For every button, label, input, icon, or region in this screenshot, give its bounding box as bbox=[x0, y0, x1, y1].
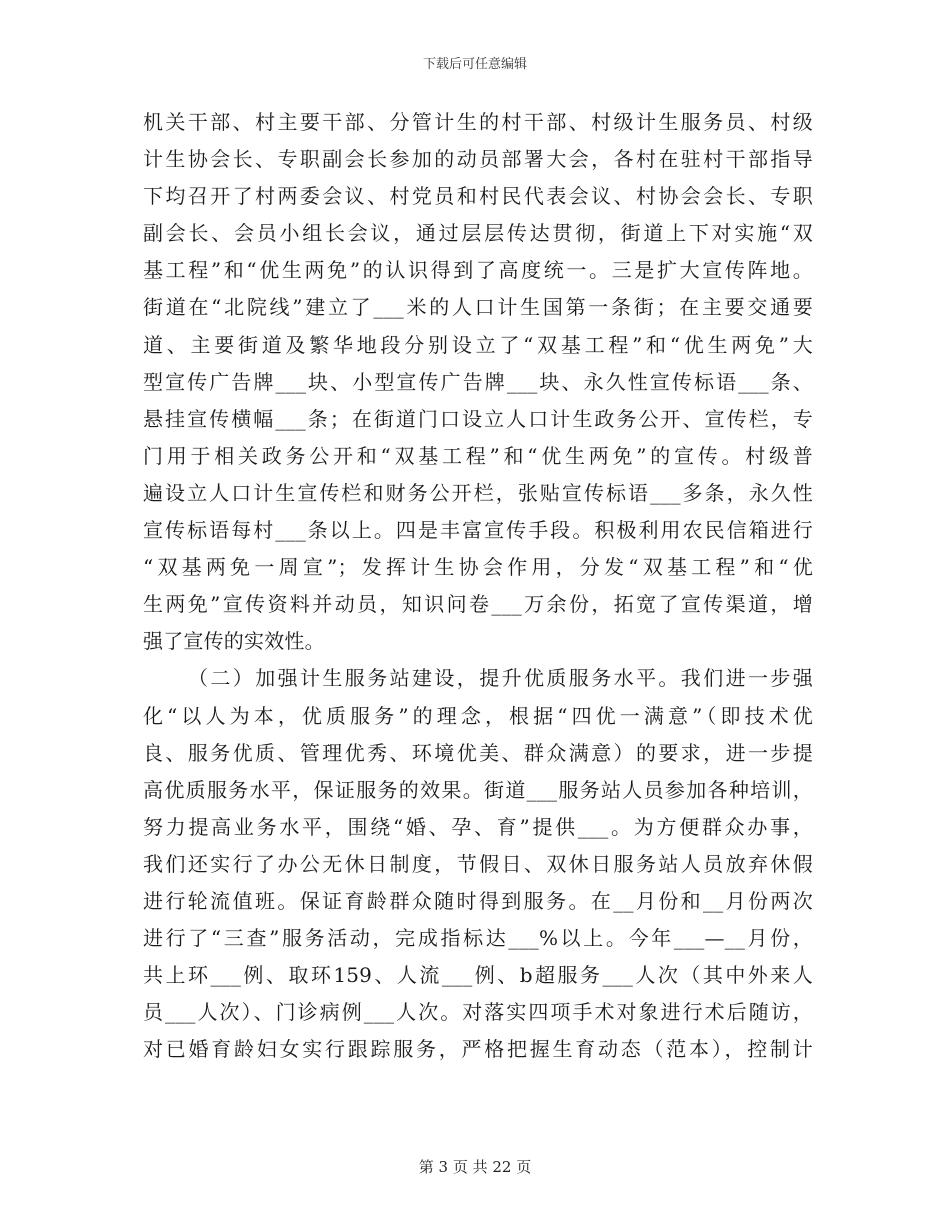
text-line: 共上环___例、取环159、人流___例、b超服务___人次（其中外来人 bbox=[143, 963, 813, 988]
body-text bbox=[143, 104, 813, 1068]
text-line: 我们还实行了办公无休日制度，节假日、双休日服务站人员放弃休假 bbox=[143, 851, 813, 876]
text-line: 进行了“三查”服务活动，完成指标达___%以上。今年___—__月份， bbox=[143, 926, 813, 951]
text-line: 悬挂宣传横幅___条；在街道门口设立人口计生政务公开、宣传栏，专 bbox=[143, 406, 813, 431]
text-line: “双基两免一周宣”；发挥计生协会作用，分发“双基工程”和“优 bbox=[143, 555, 813, 580]
paragraph-heading-line: （二）加强计生服务站建设，提升优质服务水平。我们进一步强 bbox=[188, 666, 813, 691]
page-footer: 第 3 页 共 22 页 bbox=[418, 1158, 532, 1176]
text-line: 生两免”宣传资料并动员，知识问卷___万余份，拓宽了宣传渠道，增 bbox=[143, 592, 813, 617]
text-line: 化“以人为本，优质服务”的理念，根据“四优一满意”（即技术优 bbox=[143, 703, 813, 728]
text-line: 机关干部、村主要干部、分管计生的村干部、村级计生服务员、村级 bbox=[143, 110, 813, 134]
text-line: 良、服务优质、管理优秀、环境优美、群众满意）的要求，进一步提 bbox=[143, 740, 813, 765]
text-line: 强了宣传的实效性。 bbox=[143, 629, 325, 654]
text-line: 型宣传广告牌___块、小型宣传广告牌___块、永久性宣传标语___条、 bbox=[143, 369, 813, 394]
text-line: 努力提高业务水平，围绕“婚、孕、育”提供___。为方便群众办事， bbox=[143, 814, 813, 839]
text-line: 副会长、会员小组长会议，通过层层传达贯彻，街道上下对实施“双 bbox=[143, 221, 813, 246]
text-line: 基工程”和“优生两免”的认识得到了高度统一。三是扩大宣传阵地。 bbox=[143, 258, 813, 283]
text-line: 计生协会长、专职副会长参加的动员部署大会，各村在驻村干部指导 bbox=[143, 147, 813, 172]
text-line: 员___人次）、门诊病例___人次。对落实四项手术对象进行术后随访， bbox=[143, 1000, 813, 1025]
text-line: 高优质服务水平，保证服务的效果。街道___服务站人员参加各种培训， bbox=[143, 777, 813, 802]
text-line: 道、主要街道及繁华地段分别设立了“双基工程”和“优生两免”大 bbox=[143, 332, 813, 357]
page-header: 下载后可任意编辑 bbox=[422, 57, 527, 72]
text-line: 下均召开了村两委会议、村党员和村民代表会议、村协会会长、专职 bbox=[143, 184, 813, 209]
text-line: 对已婚育龄妇女实行跟踪服务，严格把握生育动态（范本），控制计 bbox=[143, 1037, 813, 1062]
text-line: 街道在“北院线”建立了___米的人口计生国第一条街；在主要交通要 bbox=[143, 295, 813, 320]
text-line: 宣传标语每村___条以上。四是丰富宣传手段。积极利用农民信箱进行 bbox=[143, 518, 813, 543]
text-line: 遍设立人口计生宣传栏和财务公开栏，张贴宣传标语___多条，永久性 bbox=[143, 480, 813, 505]
text-line: 门用于相关政务公开和“双基工程”和“优生两免”的宣传。村级普 bbox=[143, 443, 813, 468]
text-line: 进行轮流值班。保证育龄群众随时得到服务。在__月份和__月份两次 bbox=[143, 888, 813, 913]
